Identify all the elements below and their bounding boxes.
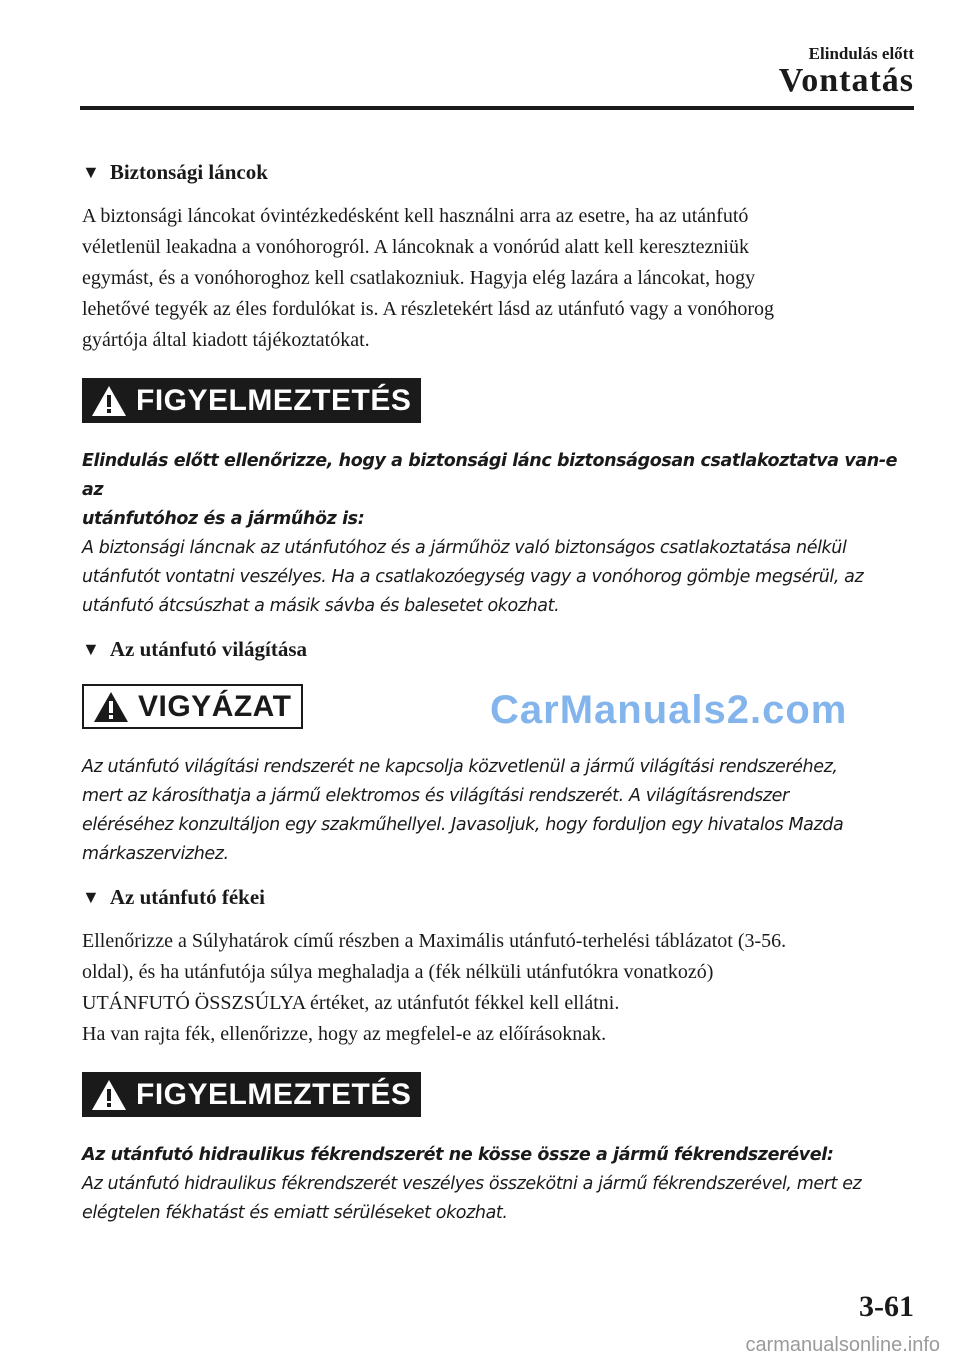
warning-triangle-icon [92, 690, 130, 724]
warning-lead-line: Elindulás előtt ellenőrizze, hogy a biztonsági lánc biztonságosan csatlakoztatva van-e az [82, 451, 898, 500]
warning-text [82, 1141, 914, 1228]
page-number: 3-61 [859, 1290, 914, 1323]
section-marker-icon: ▼ [82, 162, 100, 182]
section-heading-safety-chains [82, 160, 914, 185]
section-paragraph [82, 926, 914, 1050]
caution-detail-line: eléréséhez konzultáljon egy szakműhellyel. Javasoljuk, hogy forduljon egy hivatalos Mazda [82, 815, 844, 835]
section-heading-text: Az utánfutó fékei [109, 885, 265, 909]
warning-triangle-icon [90, 384, 128, 418]
paragraph-line: A biztonsági láncokat óvintézkedésként kell használni arra az esetre, ha az utánfutó [82, 205, 749, 227]
page-title: Vontatás [778, 62, 914, 99]
warning-text [82, 447, 914, 621]
watermark: CarManuals2.com [490, 688, 848, 732]
caution-detail-line: Az utánfutó világítási rendszerét ne kapcsolja közvetlenül a jármű világítási rendszeréhez, [82, 757, 838, 777]
section-heading-text: Az utánfutó világítása [109, 637, 308, 661]
warning-lead-line: Az utánfutó hidraulikus fékrendszerét ne kösse össze a jármű fékrendszerével: [82, 1145, 834, 1165]
paragraph-line: UTÁNFUTÓ ÖSSZSÚLYA értéket, az utánfutót fékkel kell ellátni. [82, 992, 620, 1014]
caution-text [82, 753, 914, 869]
paragraph-line: oldal), és ha utánfutója súlya meghaladja a (fék nélküli utánfutókra vonatkozó) [82, 961, 714, 983]
warning-label: FIGYELMEZTETÉS [136, 383, 412, 417]
section-heading-trailer-brakes [82, 885, 914, 910]
warning-badge [82, 378, 421, 423]
warning-triangle-icon [90, 1078, 128, 1112]
header-rule [80, 106, 914, 110]
header-section-label: Elindulás előtt [808, 44, 914, 63]
warning-detail-line: utánfutó átcsúszhat a másik sávba és balesetet okozhat. [82, 596, 560, 616]
warning-badge [82, 1072, 421, 1117]
paragraph-line: Ha van rajta fék, ellenőrizze, hogy az megfelel-e az előírásoknak. [82, 1023, 607, 1045]
section-heading-trailer-lights [82, 637, 914, 662]
paragraph-line: Ellenőrizze a Súlyhatárok című részben a Maximális utánfutó-terhelési táblázatot (3-56. [82, 930, 787, 952]
caution-badge [82, 684, 303, 729]
section-marker-icon: ▼ [82, 887, 100, 907]
warning-detail-line: utánfutót vontatni veszélyes. Ha a csatlakozóegység vagy a vonóhorog gömbje megsérül, az [82, 567, 864, 587]
warning-lead-line: utánfutóhoz és a járműhöz is: [82, 509, 365, 529]
caution-detail-line: márkaszervizhez. [82, 844, 229, 864]
paragraph-line: gyártója által kiadott tájékoztatókat. [82, 329, 370, 351]
section-paragraph [82, 201, 914, 356]
warning-label: FIGYELMEZTETÉS [136, 1077, 412, 1111]
warning-detail-line: elégtelen fékhatást és emiatt sérüléseket okozhat. [82, 1203, 508, 1223]
section-heading-text: Biztonsági láncok [109, 160, 268, 184]
section-marker-icon: ▼ [82, 639, 100, 659]
paragraph-line: véletlenül leakadna a vonóhorogról. A láncoknak a vonórúd alatt kell keresztezniük [82, 236, 749, 258]
paragraph-line: lehetővé tegyék az éles fordulókat is. A részletekért lásd az utánfutó vagy a vonóhorog [82, 298, 774, 320]
caution-label: VIGYÁZAT [138, 689, 292, 723]
caution-detail-line: mert az károsíthatja a jármű elektromos és világítási rendszerét. A világításrendszer [82, 786, 789, 806]
paragraph-line: egymást, és a vonóhoroghoz kell csatlakozniuk. Hagyja elég lazára a láncokat, hogy [82, 267, 756, 289]
warning-detail-line: A biztonsági láncnak az utánfutóhoz és a járműhöz való biztonságos csatlakoztatása nélkül [82, 538, 847, 558]
warning-detail-line: Az utánfutó hidraulikus fékrendszerét veszélyes összekötni a jármű fékrendszerével, mert ez [82, 1174, 862, 1194]
footer-source-mark: carmanualsonline.info [745, 1334, 940, 1356]
